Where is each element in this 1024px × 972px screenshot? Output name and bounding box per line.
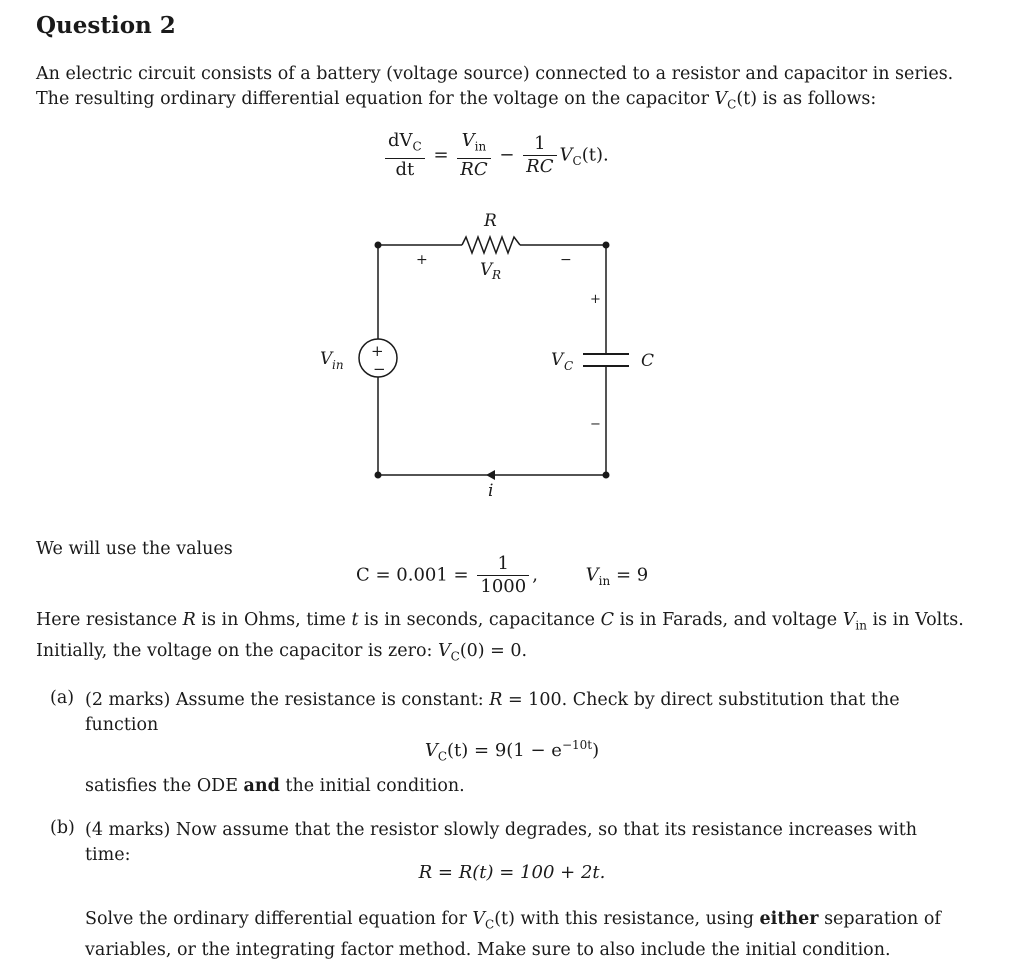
part-b-solve-bold: either <box>759 909 819 929</box>
units-text: Initially, the voltage on the capacitor is zero: <box>36 640 438 661</box>
intro-var-arg: (t) <box>736 89 758 109</box>
ode-equals: = <box>433 144 449 166</box>
values-c-frac-num: 1 <box>477 553 529 576</box>
units-text: is in seconds, capacitance <box>358 610 601 630</box>
units-text: is in Farads, and voltage <box>614 610 843 630</box>
part-a-R: R <box>489 690 503 710</box>
resistor-plus: + <box>416 252 428 268</box>
values-comma: , <box>532 564 538 586</box>
part-a-eq-V: V <box>424 740 438 761</box>
values-vin: V <box>585 564 599 586</box>
ode-t2-num: 1 <box>523 133 556 156</box>
question-title: Question 2 <box>36 12 176 39</box>
intro-var: V <box>714 89 728 109</box>
ode-t1-num: V <box>461 130 475 151</box>
ode-minus: − <box>499 144 515 166</box>
label-i: i <box>488 481 494 501</box>
ode-lhs-den: dt <box>395 158 415 180</box>
part-b-solve-b: with this resistance, using <box>514 909 760 929</box>
label-C: C <box>641 351 655 371</box>
cap-plus: + <box>590 292 601 307</box>
values-c-expr: C = 0.001 = <box>356 564 469 586</box>
ode-t1-den: RC <box>460 158 488 180</box>
current-arrow <box>486 470 495 480</box>
values-lead: We will use the values <box>36 539 233 559</box>
ode-lhs-num-sub: C <box>412 139 422 154</box>
source-minus: − <box>373 360 386 378</box>
units-Vin-sub: in <box>855 618 867 633</box>
node-bottom-right <box>603 472 610 479</box>
node-top-left <box>375 242 382 249</box>
part-a-tail-bold: and <box>243 776 280 796</box>
values-c-frac <box>477 553 529 598</box>
cap-minus: − <box>590 417 601 432</box>
part-a-tail <box>85 776 465 796</box>
units-Vin: V <box>842 610 856 630</box>
part-a-eq-sup: −10t <box>561 738 593 752</box>
label-VR-sub: R <box>492 268 502 282</box>
label-R: R <box>484 211 497 231</box>
part-b-solve-sub: C <box>485 917 495 932</box>
label-VC-sub: C <box>564 359 574 373</box>
part-a-tail-b: the initial condition. <box>279 776 465 796</box>
label-VR: V <box>480 260 493 280</box>
units-VC-sub: C <box>450 649 460 663</box>
label-Vin: V <box>320 349 333 369</box>
values-c-frac-den: 1000 <box>480 576 527 597</box>
label-VC: V <box>551 350 564 370</box>
units-text: Here resistance <box>36 610 183 630</box>
units-text: (0) = 0. <box>459 640 528 661</box>
part-a-eq-end: ) <box>592 740 600 761</box>
units-R: R <box>182 610 196 630</box>
ode-t1-num-sub: in <box>474 139 487 154</box>
node-bottom-left <box>375 472 382 479</box>
part-b-solve-a: Solve the ordinary differential equation for <box>85 909 473 929</box>
part-b-text: (4 marks) Now assume that the resistor slowly degrades, so that its resistance increases with time: <box>85 820 918 865</box>
part-b-solve <box>85 907 955 963</box>
part-a-eq-mid: (t) = 9(1 − e <box>447 740 562 761</box>
ode-tail: V <box>559 144 573 166</box>
part-b-solve-c: separation of variables, or the integrating factor method. Make sure to also include the initial condition. <box>85 909 941 960</box>
units-t: t <box>351 610 359 630</box>
resistor <box>462 237 520 253</box>
ode-tail-arg: (t). <box>581 144 609 166</box>
values-vin-sub: in <box>598 574 611 589</box>
units-text: is in Ohms, time <box>195 610 352 630</box>
part-b-equation: R = R(t) = 100 + 2t. <box>418 862 606 883</box>
values-equation <box>356 553 648 598</box>
resistor-minus: − <box>560 252 572 268</box>
units-VC: V <box>438 640 451 661</box>
part-a-label: (a) <box>50 688 75 708</box>
units-paragraph <box>36 608 966 669</box>
node-top-right <box>603 242 610 249</box>
part-a-eq-sub: C <box>437 749 448 764</box>
values-vin-val: = 9 <box>610 564 649 586</box>
part-a-equation <box>0 738 1024 764</box>
ode-tail-sub: C <box>572 153 582 168</box>
units-text: is in Volts. <box>866 610 964 630</box>
intro-var-sub: C <box>727 97 737 112</box>
ode-lhs-num: dV <box>388 130 413 151</box>
ode-t2-den: RC <box>526 155 554 177</box>
part-a-tail-a: satisfies the ODE <box>85 776 244 796</box>
part-b-label: (b) <box>50 818 75 838</box>
intro-text-b: is as follows: <box>757 89 877 109</box>
source-plus: + <box>371 342 384 360</box>
part-a-text <box>85 688 955 738</box>
part-a-text-a: (2 marks) Assume the resistance is constant: <box>85 690 490 710</box>
part-a-text-b: = 100. Check by direct substitution that the function <box>85 690 900 735</box>
part-b-solve-V: V <box>472 909 486 929</box>
units-C: C <box>600 610 614 630</box>
part-b-solve-arg: (t) <box>494 909 515 929</box>
intro-text-a: An electric circuit consists of a battery (voltage source) connected to a resistor and capacitor in series. The resulting ordinary differential equation for the voltage on the capacitor <box>36 64 954 109</box>
label-Vin-sub: in <box>332 358 344 372</box>
